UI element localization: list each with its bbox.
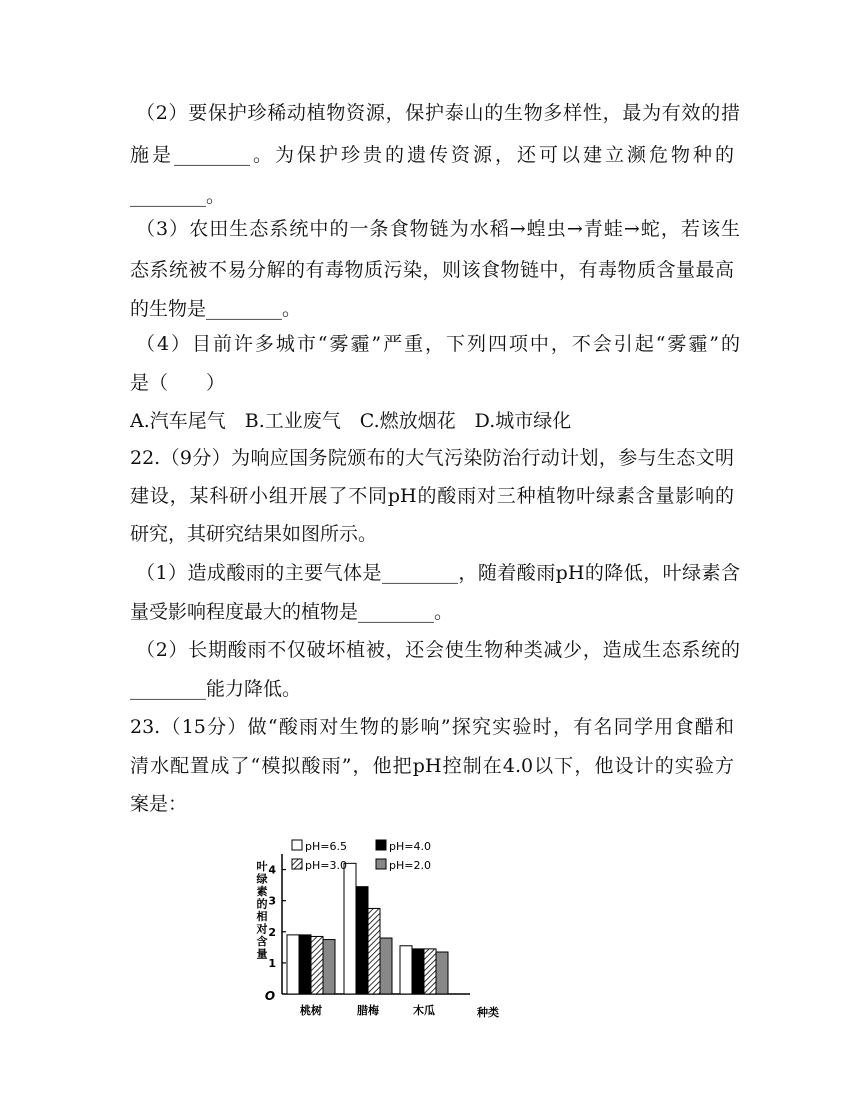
text-line: 施是________。为保护珍贵的遗传资源，还可以建立濒危物种的 bbox=[130, 144, 734, 166]
text-line: （2）要保护珍稀动植物资源，保护泰山的生物多样性，最为有效的措 bbox=[136, 102, 740, 124]
text-line: （1）造成酸雨的主要气体是________，随着酸雨pH的降低，叶绿素含 bbox=[136, 562, 740, 584]
bar-0-1 bbox=[299, 935, 311, 994]
legend-swatch bbox=[292, 840, 302, 850]
bar-1-2 bbox=[368, 908, 380, 994]
bar-chart bbox=[236, 836, 526, 1018]
y-tick-label: 2 bbox=[268, 925, 276, 939]
text-line: ________能力降低。 bbox=[130, 678, 302, 700]
bar-1-3 bbox=[380, 938, 392, 994]
y-tick-label: 4 bbox=[268, 863, 276, 877]
text-line: 的生物是________。 bbox=[130, 298, 302, 320]
legend-swatch bbox=[376, 859, 386, 869]
bar-1-1 bbox=[356, 887, 368, 994]
bar-0-2 bbox=[311, 936, 323, 994]
bar-0-3 bbox=[323, 940, 335, 994]
text-line: 案是： bbox=[130, 793, 188, 815]
text-line: （3）农田生态系统中的一条食物链为水稻→蝗虫→青蛙→蛇，若该生 bbox=[136, 218, 740, 240]
text-line: （4）目前许多城市“雾霾”严重，下列四项中，不会引起“雾霾”的 bbox=[136, 333, 740, 355]
text-line: 研究，其研究结果如图所示。 bbox=[130, 523, 378, 545]
legend-swatch bbox=[376, 840, 386, 850]
y-axis-label: 叶绿素的相对含量 bbox=[256, 860, 268, 961]
legend-label: pH=2.0 bbox=[389, 859, 431, 872]
x-tick-label: 木瓜 bbox=[413, 1004, 435, 1017]
x-tick-label: 桃树 bbox=[300, 1004, 322, 1017]
text-line: 建设，某科研小组开展了不同pH的酸雨对三种植物叶绿素含量影响的 bbox=[130, 485, 734, 507]
bar-0-0 bbox=[287, 935, 299, 994]
bar-2-1 bbox=[412, 949, 424, 994]
x-tick-label: 腊梅 bbox=[357, 1004, 379, 1017]
legend-label: pH=6.5 bbox=[305, 840, 347, 853]
text-line: （2）长期酸雨不仅破坏植被，还会使生物种类减少，造成生态系统的 bbox=[136, 639, 740, 661]
text-line: 22.（9分）为响应国务院颁布的大气污染防治行动计划，参与生态文明 bbox=[130, 447, 734, 469]
bar-2-2 bbox=[424, 949, 436, 994]
legend-label: pH=3.0 bbox=[305, 859, 347, 872]
text-line: 量受影响程度最大的植物是________。 bbox=[130, 601, 454, 623]
text-line: 是（ ） bbox=[130, 372, 226, 394]
x-axis-label: 种类 bbox=[477, 1006, 499, 1018]
bar-1-0 bbox=[344, 863, 356, 994]
text-line: A.汽车尾气 B.工业废气 C.燃放烟花 D.城市绿化 bbox=[130, 410, 572, 432]
text-line: 清水配置成了“模拟酸雨”，他把pH控制在4.0以下，他设计的实验方 bbox=[130, 755, 734, 777]
bar-2-0 bbox=[400, 946, 412, 994]
origin-label: O bbox=[264, 989, 276, 1003]
text-line: 态系统被不易分解的有毒物质污染，则该食物链中，有毒物质含量最高 bbox=[130, 259, 734, 281]
y-tick-label: 1 bbox=[268, 956, 276, 970]
legend-swatch bbox=[292, 859, 302, 869]
bar-2-3 bbox=[436, 952, 448, 994]
text-line: ________。 bbox=[130, 185, 226, 207]
text-line: 23.（15分）做“酸雨对生物的影响”探究实验时，有名同学用食醋和 bbox=[130, 716, 734, 738]
legend-label: pH=4.0 bbox=[389, 840, 431, 853]
y-tick-label: 3 bbox=[268, 894, 276, 908]
